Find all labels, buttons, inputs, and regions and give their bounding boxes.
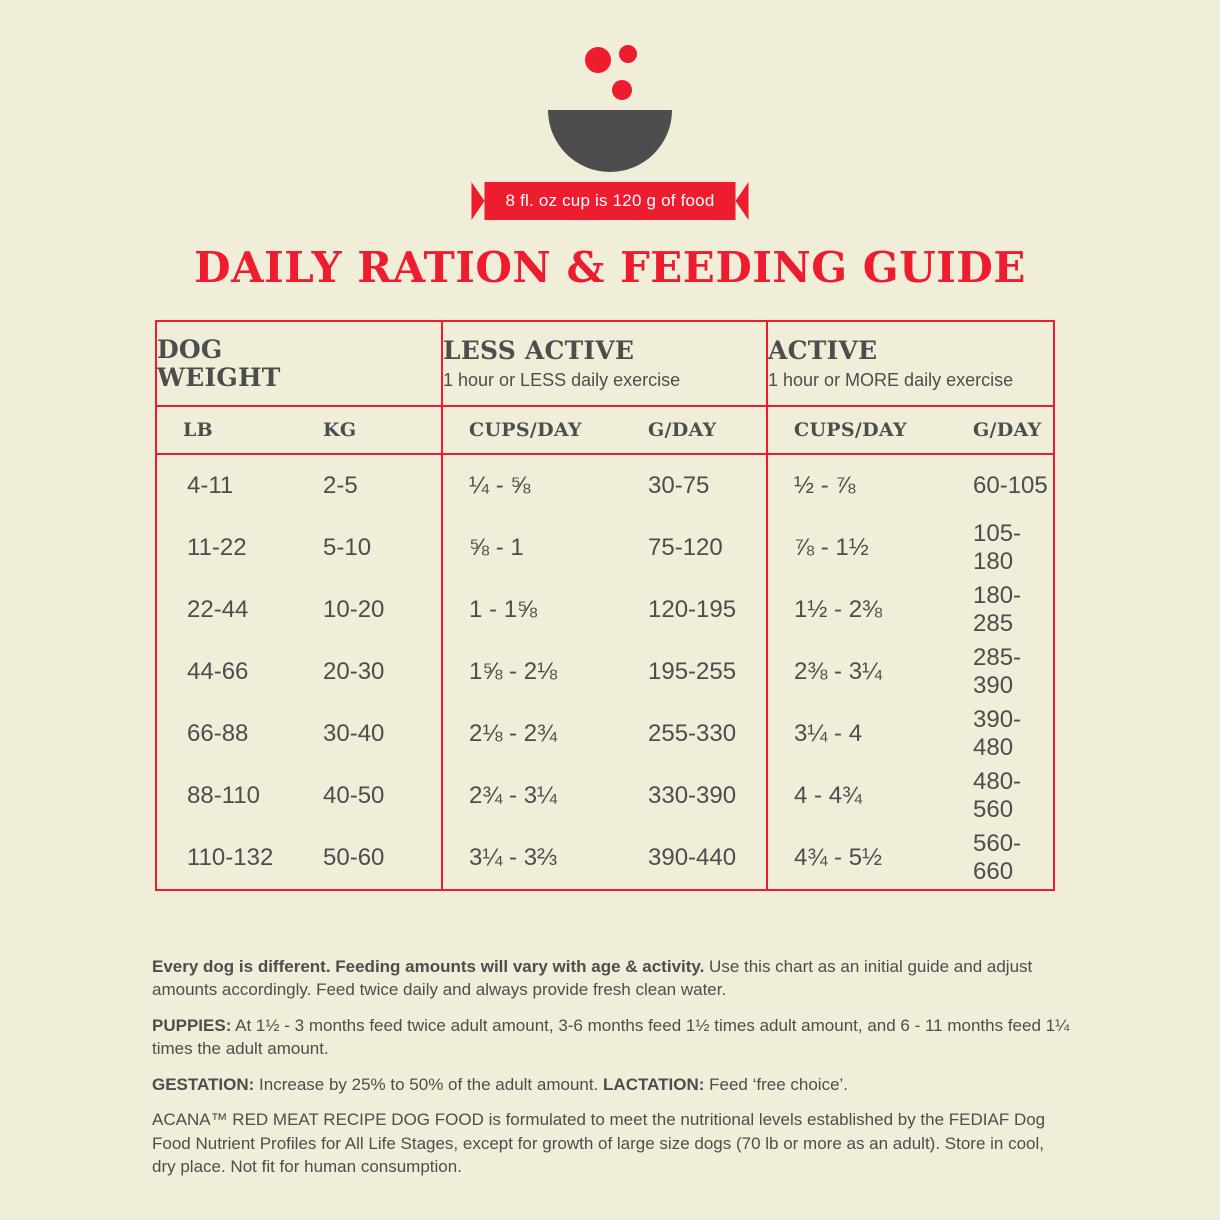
cup-conversion-ribbon	[472, 182, 749, 220]
group-header-dog-weight	[157, 322, 442, 406]
cell-lb: 66-88	[187, 720, 249, 747]
cell-g-less-active: 120-195	[648, 596, 737, 623]
note-puppies-body: At 1½ - 3 months feed twice adult amount, 3-6 months feed 1½ times adult amount, and 6 - 11 months feed 1¼ times the adult amount.	[152, 1015, 1070, 1059]
table-column-header-row	[157, 406, 1053, 454]
cell-g-active: 105-180	[973, 520, 1022, 575]
column-header-cups-day-less-active: CUPS/DAY	[442, 406, 622, 454]
cell-cups-less-active: 2⅛ - 2¾	[442, 703, 622, 765]
table-row	[157, 827, 1053, 889]
note-gestation-lead: GESTATION:	[152, 1074, 255, 1094]
cell-g-active: 560-660	[973, 830, 1022, 885]
cell-cups-active: 3¼ - 4	[767, 703, 947, 765]
cell-cups-active: ⅞ - 1½	[767, 517, 947, 579]
cell-g-less-active: 30-75	[648, 472, 710, 499]
cell-lb: 4-11	[187, 472, 234, 499]
group-title-line1: LESS ACTIVE	[443, 335, 635, 365]
group-subtitle: 1 hour or MORE daily exercise	[768, 369, 1014, 390]
cell-kg: 2-5	[323, 472, 358, 499]
column-header-kg: KG	[297, 406, 442, 454]
note-formulation: ACANA™ RED MEAT RECIPE DOG FOOD is formulated to meet the nutritional levels established by the FEDIAF Dog Food Nutrient Profiles for All Life Stages, except for growth of large size dogs (70 lb or more as an adult). Store in cool, dry place. Not fit for human consumption.	[152, 1110, 1046, 1177]
cell-cups-less-active: 2¾ - 3¼	[442, 765, 622, 827]
cell-cups-active: 1½ - 2⅜	[767, 579, 947, 641]
cell-cups-less-active: 1⅝ - 2⅛	[442, 641, 622, 703]
cell-g-active: 60-105	[973, 472, 1048, 499]
food-bowl-icon	[510, 38, 710, 178]
cell-cups-less-active: 1 - 1⅝	[442, 579, 622, 641]
cell-lb: 88-110	[187, 782, 260, 809]
note-lactation-body: Feed ‘free choice’.	[704, 1074, 849, 1094]
bowl-icon-wrap	[0, 38, 1220, 178]
cell-g-active: 180-285	[973, 582, 1022, 637]
column-header-g-day-active: G/DAY	[947, 406, 1053, 454]
group-header-less-active	[442, 322, 767, 406]
table-row	[157, 641, 1053, 703]
cell-cups-active: 4¾ - 5½	[767, 827, 947, 889]
note-general	[152, 955, 1072, 1002]
group-title-line1: ACTIVE	[768, 335, 878, 365]
cell-kg: 10-20	[323, 596, 385, 623]
cell-lb: 44-66	[187, 658, 249, 685]
cell-cups-less-active: ⅝ - 1	[442, 517, 622, 579]
cell-lb: 11-22	[187, 534, 247, 561]
cell-kg: 5-10	[323, 534, 372, 561]
column-header-g-day-less-active: G/DAY	[622, 406, 767, 454]
cell-kg: 40-50	[323, 782, 385, 809]
cell-g-active: 285-390	[973, 644, 1022, 699]
cell-kg: 50-60	[323, 844, 385, 871]
group-subtitle: 1 hour or LESS daily exercise	[443, 369, 681, 390]
cell-kg: 30-40	[323, 720, 385, 747]
cell-cups-less-active: ¼ - ⅝	[442, 454, 622, 517]
cell-g-active: 390-480	[973, 706, 1022, 761]
footnotes	[152, 955, 1072, 1191]
cell-g-active: 480-560	[973, 768, 1022, 823]
note-gestation-body: Increase by 25% to 50% of the adult amount.	[254, 1074, 604, 1094]
table-row	[157, 517, 1053, 579]
note-puppies-lead: PUPPIES:	[152, 1015, 232, 1035]
column-header-lb: LB	[157, 406, 297, 454]
cell-g-less-active: 75-120	[648, 534, 723, 561]
cell-lb: 110-132	[187, 844, 274, 871]
group-title-line2: WEIGHT	[157, 362, 281, 392]
note-general-lead: Every dog is different. Feeding amounts will vary with age & activity.	[152, 957, 705, 976]
cell-lb: 22-44	[187, 596, 249, 623]
page-title: DAILY RATION & FEEDING GUIDE	[194, 243, 1026, 292]
note-lactation-lead: LACTATION:	[603, 1074, 705, 1094]
group-header-active	[767, 322, 1053, 406]
note-puppies	[152, 1014, 1072, 1061]
cell-cups-active: 2⅜ - 3¼	[767, 641, 947, 703]
group-title-line1: DOG	[157, 334, 223, 364]
cell-cups-less-active: 3¼ - 3⅔	[442, 827, 622, 889]
cell-g-less-active: 330-390	[648, 782, 737, 809]
table-row	[157, 703, 1053, 765]
column-header-cups-day-active: CUPS/DAY	[767, 406, 947, 454]
cell-cups-active: 4 - 4¾	[767, 765, 947, 827]
cell-kg: 20-30	[323, 658, 385, 685]
cell-cups-active: ½ - ⅞	[767, 454, 947, 517]
note-general-body: Use this chart as an initial guide and adjust amounts accordingly. Feed twice daily and always provide fresh clean water.	[152, 957, 1033, 1000]
note-gestation-lactation	[152, 1073, 1072, 1096]
feeding-table	[157, 322, 1053, 889]
table-row	[157, 765, 1053, 827]
cell-g-less-active: 195-255	[648, 658, 737, 685]
ribbon-label: 8 fl. oz cup is 120 g of food	[505, 191, 715, 210]
feeding-table-wrap	[155, 320, 1055, 891]
table-row	[157, 579, 1053, 641]
table-row	[157, 454, 1053, 517]
cell-g-less-active: 255-330	[648, 720, 737, 747]
cell-g-less-active: 390-440	[648, 844, 737, 871]
table-group-header-row	[157, 322, 1053, 406]
